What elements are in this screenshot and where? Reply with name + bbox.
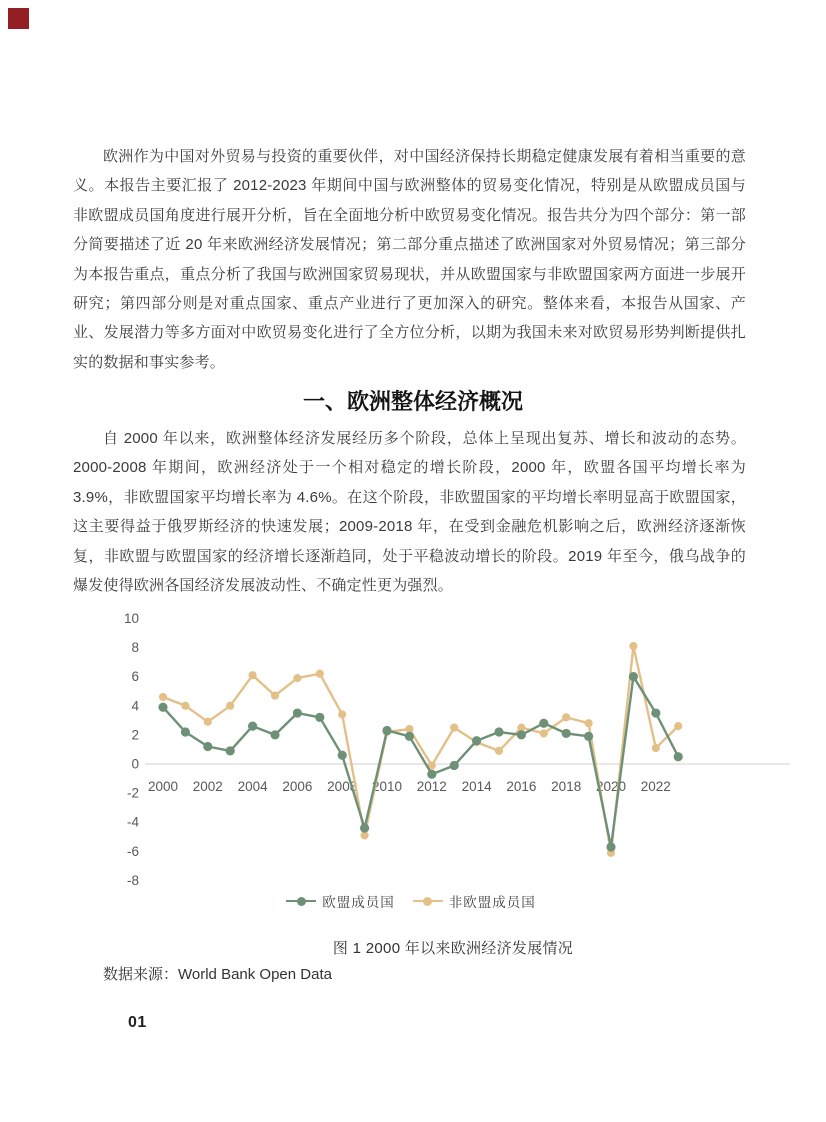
data-point-eu (562, 729, 571, 738)
data-point-eu (584, 732, 593, 741)
legend-label: 非欧盟成员国 (448, 895, 536, 910)
data-source-label: 数据来源：World Bank Open Data (103, 966, 332, 983)
x-tick-label: 2020 (595, 779, 627, 794)
y-tick-label: -4 (126, 814, 139, 830)
red-square-marker (8, 8, 29, 29)
x-tick-label: 2022 (640, 779, 671, 794)
data-point-eu (382, 726, 391, 735)
data-point-non-eu (204, 718, 212, 726)
x-tick-label: 2014 (461, 779, 492, 794)
legend-label: 欧盟成员国 (322, 895, 395, 910)
y-tick-label: 0 (131, 756, 139, 772)
y-tick-label: 8 (131, 640, 139, 656)
economy-line-chart-svg (103, 612, 803, 897)
figure-caption: 图 1 2000 年以来欧洲经济发展情况 (332, 940, 574, 957)
data-point-eu (674, 752, 683, 761)
data-point-eu (450, 761, 459, 770)
data-point-non-eu (159, 693, 167, 701)
y-tick-label: -8 (126, 872, 139, 888)
data-point-eu (606, 842, 615, 851)
data-point-eu (315, 713, 324, 722)
data-point-non-eu (652, 744, 660, 752)
data-point-eu (226, 746, 235, 755)
data-point-non-eu (249, 671, 257, 679)
x-tick-label: 2006 (282, 779, 313, 794)
data-point-eu (270, 730, 279, 739)
page-number: 01 (128, 1014, 147, 1031)
chart-legend (103, 891, 803, 911)
y-tick-label: 2 (131, 727, 139, 743)
data-point-eu (629, 672, 638, 681)
data-point-eu (203, 742, 212, 751)
x-tick-label: 2016 (506, 779, 537, 794)
data-point-non-eu (316, 670, 324, 678)
economy-line-chart (103, 612, 803, 897)
data-point-eu (427, 770, 436, 779)
chart-legend-row (286, 891, 536, 911)
data-point-eu (181, 727, 190, 736)
data-point-eu (472, 736, 481, 745)
data-point-eu (539, 719, 548, 728)
data-point-eu (494, 727, 503, 736)
intro-paragraph: 欧洲作为中国对外贸易与投资的重要伙伴，对中国经济保持长期稳定健康发展有着相当重要的意义。本报告主要汇报了 2012-2023 年期间中国与欧洲整体的贸易变化情况，特别是从欧盟成员国与非欧盟成员国角度进行展开分析，旨在全面地分析中欧贸易变化情况。报告共分为四个部分：第一部分简要描述了近 20 年来欧洲经济发展情况；第二部分重点描述了欧洲国家对外贸易情况；第三部分为本报告重点，重点分析了我国与欧洲国家贸易现状，并从欧盟国家与非欧盟国家两方面进一步展开研究；第四部分则是对重点国家、重点产业进行了更加深入的研究。整体来看，本报告从国家、产业、发展潜力等多方面对中欧贸易变化进行了全方位分析，以期为我国未来对欧贸易形势判断提供扎实的数据和事实参考。 (73, 148, 746, 371)
data-point-non-eu (562, 713, 570, 721)
data-point-eu (338, 751, 347, 760)
x-tick-label: 2002 (192, 779, 223, 794)
x-tick-label: 2018 (551, 779, 582, 794)
data-point-non-eu (181, 702, 189, 710)
data-point-non-eu (585, 719, 593, 727)
legend-line-dot-icon (413, 896, 443, 906)
data-point-non-eu (450, 724, 458, 732)
economy-overview-paragraph: 自 2000 年以来，欧洲整体经济发展经历多个阶段，总体上呈现出复苏、增长和波动的态势。2000-2008 年期间，欧洲经济处于一个相对稳定的增长阶段，2000 年，欧盟各国平均增长率为 3.9%，非欧盟国家平均增长率为 4.6%。在这个阶段，非欧盟国家的平均增长率明显高于欧盟国家，这主要得益于俄罗斯经济的快速发展；2009-2018 年，在受到金融危机影响之后，欧洲经济逐渐恢复，非欧盟与欧盟国家的经济增长逐渐趋同，处于平稳波动增长的阶段。2019 年至今，俄乌战争的爆发使得欧洲各国经济发展波动性、不确定性更为强烈。 (73, 430, 746, 595)
data-point-eu (405, 732, 414, 741)
data-point-eu (517, 730, 526, 739)
legend-line-dot-icon (286, 896, 316, 906)
y-tick-label: -6 (126, 843, 139, 859)
data-point-eu (651, 708, 660, 717)
data-point-non-eu (495, 747, 503, 755)
series-line-non-eu (163, 646, 678, 853)
data-point-non-eu (293, 674, 301, 682)
x-tick-label: 2000 (147, 779, 179, 794)
y-tick-label: -2 (126, 785, 139, 801)
data-point-eu (293, 708, 302, 717)
data-point-eu (248, 722, 257, 731)
series-line-eu (163, 677, 678, 847)
y-tick-label: 6 (131, 669, 139, 685)
data-point-non-eu (271, 691, 279, 699)
data-point-eu (360, 823, 369, 832)
legend-item-non-eu (413, 891, 536, 911)
data-point-eu (158, 703, 167, 712)
x-tick-label: 2012 (416, 779, 447, 794)
x-tick-label: 2010 (371, 779, 403, 794)
x-tick-label: 2004 (237, 779, 268, 794)
data-point-non-eu (540, 729, 548, 737)
section-heading: 一、欧洲整体经济概况 (302, 388, 523, 414)
legend-item-eu (286, 891, 395, 911)
data-point-non-eu (629, 642, 637, 650)
data-point-non-eu (226, 702, 234, 710)
data-point-non-eu (674, 722, 682, 730)
y-tick-label: 4 (131, 698, 139, 714)
data-point-non-eu (338, 710, 346, 718)
y-tick-label: 10 (123, 610, 139, 626)
x-tick-label: 2008 (327, 779, 358, 794)
